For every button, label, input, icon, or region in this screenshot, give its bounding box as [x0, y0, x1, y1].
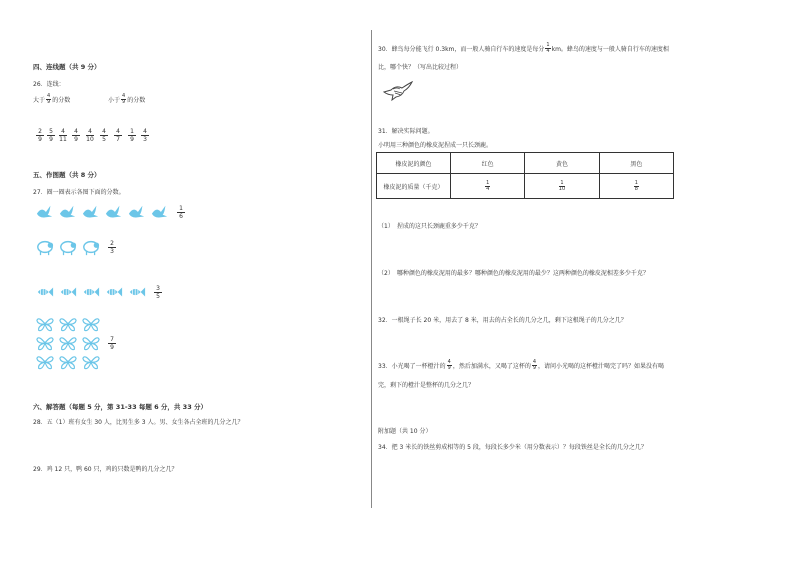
less-fraction	[121, 94, 126, 105]
fish-icon[interactable]	[35, 283, 55, 301]
butterfly-icon[interactable]	[35, 334, 55, 352]
fraction-option	[128, 128, 136, 143]
less-prefix: 小于	[108, 97, 121, 104]
butterfly-icon[interactable]	[35, 353, 55, 371]
icon-group	[35, 353, 101, 371]
q31-part-1: （1） 捏成的这只长颈鹿重多少千克？	[378, 223, 481, 230]
fraction-option-den: 11	[59, 136, 67, 143]
greater-fraction	[46, 94, 51, 105]
fraction-option-den: 3	[143, 136, 147, 143]
red-den: 4	[486, 185, 490, 192]
fish-icon[interactable]	[58, 283, 78, 301]
q33-num-2: 4	[532, 359, 537, 365]
yellow-den: 10	[558, 185, 566, 192]
butterfly-icon[interactable]	[81, 334, 101, 352]
fish-icon[interactable]	[127, 283, 147, 301]
q33-text-d: 完，剩下的橙汁是整杯的几分之几？	[378, 382, 475, 389]
q33-text-b: ，然后加满水，又喝了这杯的	[452, 363, 531, 370]
bird-icon[interactable]	[127, 203, 147, 221]
q30-num: 1	[546, 42, 550, 48]
yellow-num: 1	[560, 179, 564, 186]
question-27: 27．圈一圈表示各图下面的分数。	[33, 189, 125, 196]
fraction-option-den: 9	[74, 136, 78, 143]
fraction-option	[36, 128, 44, 143]
butterfly-icon[interactable]	[35, 315, 55, 333]
row-fraction-num: 7	[108, 336, 116, 344]
section-4-title: 四、连线题（共 9 分）	[33, 63, 101, 71]
hummingbird-icon	[382, 80, 414, 102]
butterfly-icon[interactable]	[58, 334, 78, 352]
butterfly-icon[interactable]	[58, 353, 78, 371]
q30-text-b: km。蜂鸟的速度与一般人骑自行车的速度相	[551, 46, 669, 53]
less-den: 9	[122, 99, 126, 105]
fraction-option-num: 4	[100, 128, 108, 136]
fraction-option	[59, 128, 67, 143]
greater-prefix: 大于	[33, 97, 46, 104]
row-fraction-den: 3	[110, 247, 114, 255]
fraction-option-den: 7	[116, 136, 120, 143]
row-fraction	[108, 336, 116, 351]
q33-text-a: 33．小光喝了一杯橙汁的	[378, 363, 446, 370]
header-black: 黑色	[599, 153, 673, 174]
fraction-option	[141, 128, 149, 143]
icon-group	[35, 203, 170, 221]
less-num: 4	[122, 93, 126, 99]
clay-table-header	[377, 153, 674, 174]
sheep-icon[interactable]	[35, 238, 55, 256]
row-label: 橡皮泥的质量（千克）	[377, 174, 451, 199]
row-fraction	[108, 240, 116, 255]
row-fraction-num: 3	[154, 285, 162, 293]
value-red	[451, 174, 525, 199]
fraction-option	[86, 128, 94, 143]
sheep-icon[interactable]	[81, 238, 101, 256]
q31-part-2: （2） 哪种颜色的橡皮泥用的最多？哪种颜色的橡皮泥用的最少？这两种颜色的橡皮泥相差多少千克？	[378, 270, 649, 277]
fraction-option-den: 9	[130, 136, 134, 143]
q33-den-1: 9	[447, 365, 451, 371]
question-32: 32．一根绳子长 20 米，用去了 8 米，用去的占全长的几分之几，剩下这根绳子的几分之几？	[378, 317, 627, 324]
fraction-option-num: 4	[114, 128, 122, 136]
fraction-option-den: 9	[49, 136, 53, 143]
fraction-option-den: 10	[86, 136, 94, 143]
question-28: 28．五（1）班有女生 30 人，比男生多 3 人。男、女生各占全班的几分之几？	[33, 419, 244, 426]
q33-fraction-1	[447, 360, 452, 371]
butterfly-icon[interactable]	[58, 315, 78, 333]
q30-fraction	[545, 43, 550, 54]
question-34: 34．把 3 米长的铁丝剪成相等的 5 段，每段长多少米（用分数表示）？每段铁丝是全长的几分之几？	[378, 444, 647, 451]
row-fraction-num: 1	[177, 205, 185, 213]
q30-den: 4	[546, 48, 550, 54]
greater-suffix: 的分数	[52, 97, 71, 104]
fish-icon[interactable]	[81, 283, 101, 301]
fraction-option-num: 4	[141, 128, 149, 136]
q33-num-1: 4	[447, 359, 451, 365]
fraction-option-num: 4	[72, 128, 80, 136]
fraction-option-num: 2	[36, 128, 44, 136]
q33-den-2: 9	[532, 365, 537, 371]
header-color: 橡皮泥的颜色	[377, 153, 451, 174]
fish-icon[interactable]	[104, 283, 124, 301]
less-suffix: 的分数	[127, 97, 146, 104]
icon-group	[35, 283, 147, 301]
sheep-icon[interactable]	[58, 238, 78, 256]
section-6-title: 六、解答题（每题 5 分，第 31-33 每题 6 分，共 33 分）	[33, 403, 207, 411]
clay-table	[376, 152, 674, 199]
q31-intro: 小明用三种颜色的橡皮泥捏成一只长颈鹿。	[378, 142, 493, 149]
greater-label	[33, 94, 70, 105]
question-33	[378, 360, 664, 371]
row-fraction	[154, 285, 162, 300]
q30-text-c: 比，哪个快？（写出比较过程）	[378, 64, 463, 71]
bird-icon[interactable]	[35, 203, 55, 221]
question-29: 29．鸡 12 只，鸭 60 只，鸡的只数是鸭的几分之几？	[33, 466, 178, 473]
fraction-option-num: 1	[128, 128, 136, 136]
bird-icon[interactable]	[58, 203, 78, 221]
less-label	[108, 94, 145, 105]
row-fraction	[177, 205, 185, 220]
q33-fraction-2	[532, 360, 537, 371]
red-num: 1	[486, 179, 490, 186]
fraction-option	[100, 128, 108, 143]
header-yellow: 黄色	[525, 153, 599, 174]
clay-table-row	[377, 174, 674, 199]
row-fraction-den: 5	[156, 292, 160, 300]
fraction-option-num: 4	[86, 128, 94, 136]
q30-text-a: 30．蜂鸟每分能飞行 0.3km，而一般人骑自行车的速度是每分	[378, 46, 545, 53]
fraction-option-num: 4	[59, 128, 67, 136]
butterfly-icon[interactable]	[81, 315, 101, 333]
icon-group	[35, 315, 101, 333]
fraction-option	[72, 128, 80, 143]
row-fraction-den: 6	[179, 212, 183, 220]
row-fraction-den: 9	[110, 343, 114, 351]
column-divider	[371, 30, 372, 508]
greater-num: 4	[47, 93, 51, 99]
fraction-option-num: 5	[47, 128, 55, 136]
question-30	[378, 43, 669, 54]
greater-den: 9	[47, 99, 51, 105]
icon-group	[35, 238, 101, 256]
fraction-option-den: 9	[38, 136, 42, 143]
extra-title: 附加题（共 10 分）	[378, 428, 432, 435]
question-26: 26．连线：	[33, 81, 65, 88]
row-fraction-num: 2	[108, 240, 116, 248]
q33-text-c: ，请问小光喝的这杯橙汁喝完了吗？如果没有喝	[538, 363, 665, 370]
fraction-option	[47, 128, 55, 143]
butterfly-icon[interactable]	[81, 353, 101, 371]
section-5-title: 五、作图题（共 8 分）	[33, 171, 101, 179]
black-num: 1	[634, 179, 638, 186]
bird-icon[interactable]	[150, 203, 170, 221]
icon-group	[35, 334, 101, 352]
bird-icon[interactable]	[104, 203, 124, 221]
black-den: 8	[634, 185, 638, 192]
fraction-option-den: 5	[102, 136, 106, 143]
bird-icon[interactable]	[81, 203, 101, 221]
question-31: 31．解决实际问题。	[378, 128, 434, 135]
value-yellow	[525, 174, 599, 199]
header-red: 红色	[451, 153, 525, 174]
value-black	[599, 174, 673, 199]
fraction-option	[114, 128, 122, 143]
